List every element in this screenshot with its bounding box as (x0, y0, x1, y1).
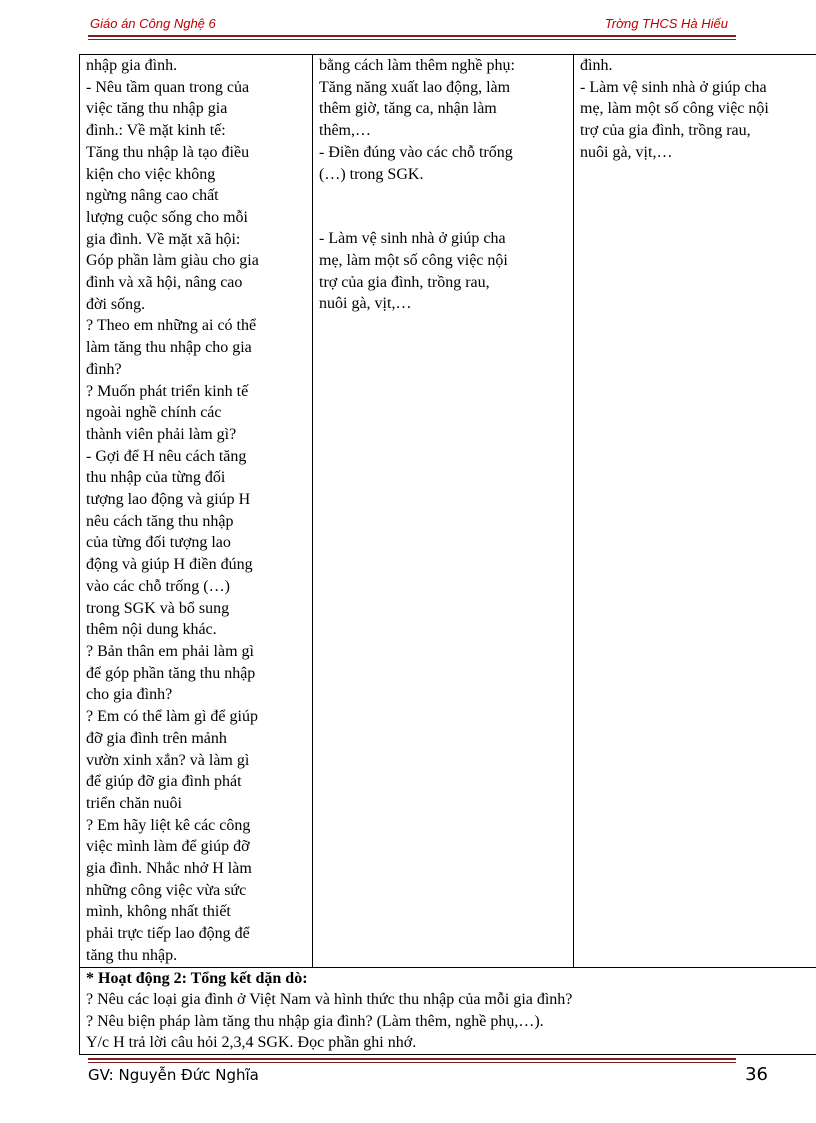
text-line: thêm nội dung khác. (86, 621, 217, 639)
footer-rule-thin (88, 1062, 736, 1063)
text-line: Góp phần làm giàu cho gia (86, 252, 259, 270)
text-line: nuôi gà, vịt,… (319, 295, 412, 313)
text-line: - Làm vệ sinh nhà ở giúp cha (319, 230, 506, 248)
text-line: đình. (580, 57, 613, 74)
text-line: ? Muốn phát triển kinh tế (86, 382, 249, 400)
text-line: - Làm vệ sinh nhà ở giúp cha (580, 78, 767, 96)
text-line: Tăng thu nhập là tạo điều (86, 143, 250, 161)
header-subject: Giáo án Công Nghệ 6 (90, 16, 216, 31)
text-line: ? Theo em những ai có thể (86, 317, 257, 335)
text-line: - Điền đúng vào các chỗ trống (319, 143, 513, 161)
text-line: thu nhập của từng đối (86, 469, 226, 487)
text-line: thêm giờ, tăng ca, nhận làm (319, 100, 497, 118)
text-line: đình và xã hội, nâng cao (86, 274, 243, 292)
student-activity-part-2 (319, 228, 569, 315)
text-line: tăng thu nhập. (86, 946, 178, 964)
text-line: những công việc vừa sức (86, 881, 247, 899)
text-line: đỡ gia đình trên mảnh (86, 729, 227, 747)
text-line: ngừng nâng cao chất (86, 187, 219, 205)
lesson-table (79, 54, 816, 1055)
text-line: vào các chỗ trống (…) (86, 577, 230, 595)
text-line: ? Em hãy liệt kê các công (86, 816, 251, 834)
text-line: ngoài nghề chính các (86, 404, 222, 422)
text-line: bằng cách làm thêm nghề phụ: (319, 57, 515, 74)
text-line: gia đình. Nhắc nhở H làm (86, 860, 252, 878)
text-line: kiện cho việc không (86, 165, 216, 183)
text-line: đình? (86, 360, 122, 378)
text-line: việc tăng thu nhập gia (86, 100, 228, 118)
student-activity-part-1 (319, 55, 569, 185)
text-line: - Nêu tầm quan trong của (86, 78, 250, 96)
header-school: Trờng THCS Hà Hiếu (604, 16, 728, 31)
text-line: làm tăng thu nhập cho gia (86, 339, 252, 357)
footer-rule (88, 1058, 736, 1060)
table-row (80, 55, 816, 968)
summary-line: ? Nêu các loại gia đình ở Việt Nam và hình thức thu nhập của mỗi gia đình? (86, 991, 573, 1009)
table-row (80, 967, 816, 1054)
text-line: đình.: Về mặt kinh tế: (86, 122, 226, 140)
teacher-activity-cell (80, 55, 313, 968)
text-line: nhập gia đình. (86, 57, 178, 74)
text-line: ? Em có thể làm gì để giúp (86, 708, 258, 726)
text-line: để giúp đỡ gia đình phát (86, 773, 242, 791)
text-line: mình, không nhất thiết (86, 903, 231, 921)
header-rule (88, 35, 736, 37)
text-line: động và giúp H điền đúng (86, 556, 253, 574)
text-line: tượng lao động và giúp H (86, 491, 251, 509)
summary-title: * Hoạt động 2: Tổng kết dặn dò: (86, 969, 308, 987)
content-cell (574, 55, 816, 968)
text-line: mẹ, làm một số công việc nội (580, 100, 769, 118)
text-line: mẹ, làm một số công việc nội (319, 251, 508, 269)
blank-space (319, 185, 569, 228)
text-line: trợ của gia đình, trồng rau, (319, 273, 490, 291)
text-line: nuôi gà, vịt,… (580, 143, 673, 161)
text-line: - Gợi để H nêu cách tăng (86, 447, 247, 465)
text-line: để góp phần tăng thu nhập (86, 664, 256, 682)
student-activity-cell (313, 55, 574, 968)
text-line: Tăng năng xuất lao động, làm (319, 78, 511, 96)
summary-cell (80, 967, 816, 1054)
text-line: (…) trong SGK. (319, 165, 424, 183)
text-line: trợ của gia đình, trồng rau, (580, 122, 751, 140)
text-line: cho gia đình? (86, 686, 173, 704)
text-line: việc mình làm để giúp đỡ (86, 838, 250, 856)
text-line: ? Bản thân em phải làm gì (86, 642, 254, 660)
page-number: 36 (745, 1064, 768, 1085)
text-line: vườn xinh xắn? và làm gì (86, 751, 250, 769)
text-line: triển chăn nuôi (86, 794, 182, 812)
text-line: đời sống. (86, 295, 146, 313)
text-line: phải trực tiếp lao động để (86, 925, 250, 943)
text-line: thêm,… (319, 122, 371, 140)
text-line: trong SGK và bổ sung (86, 599, 230, 617)
text-line: nêu cách tăng thu nhập (86, 512, 234, 530)
text-line: của từng đối tượng lao (86, 534, 231, 552)
text-line: thành viên phải làm gì? (86, 425, 237, 443)
summary-line: ? Nêu biện pháp làm tăng thu nhập gia đình? (Làm thêm, nghề phụ,…). (86, 1012, 544, 1030)
footer-teacher: GV: Nguyễn Đức Nghĩa (88, 1066, 259, 1084)
header-rule-thin (88, 39, 736, 40)
text-line: gia đình. Về mặt xã hội: (86, 230, 241, 248)
text-line: lượng cuộc sống cho mỗi (86, 208, 248, 226)
summary-line: Y/c H trả lời câu hỏi 2,3,4 SGK. Đọc phần ghi nhớ. (86, 1034, 417, 1052)
